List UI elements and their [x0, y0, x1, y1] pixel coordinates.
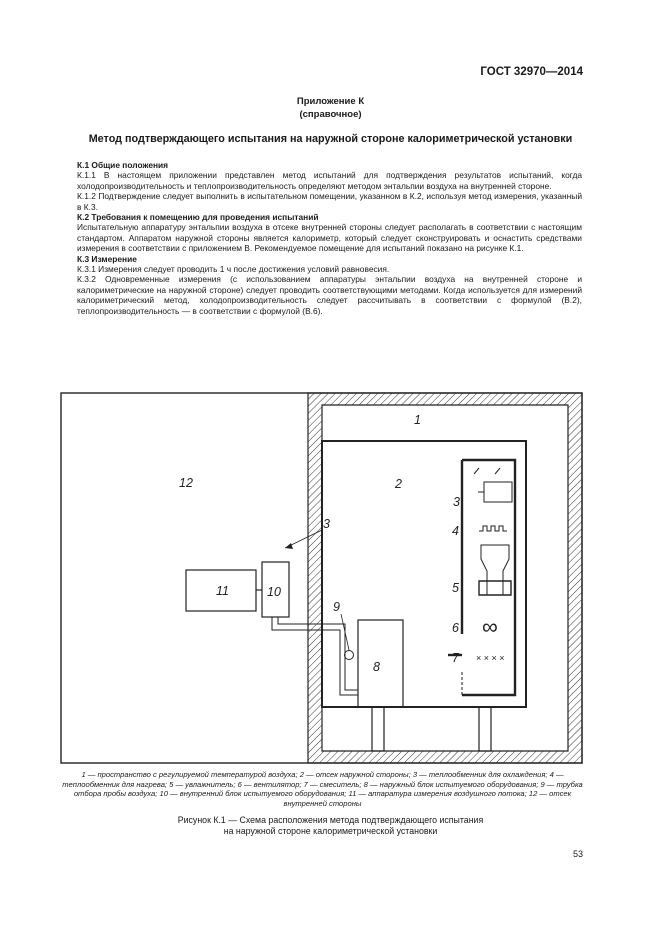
- paragraph-k2: Испытательную аппаратуру энтальпии воздуха в отсеке внутренней стороны следует располагать в соответствии с настоящим стандартом. Аппаратом наружной стороны является калориметр, который следует сконструировать и оснастить средствами измерения в соответствии с приложением В. Рекомендуемое помещение для испытаний показано на рисунке К.1.: [77, 222, 582, 254]
- label-6: 6: [452, 621, 459, 635]
- cooling-coil-symbol: [484, 482, 512, 502]
- section-k2-heading: К.2 Требования к помещению для проведения испытаний: [77, 212, 319, 223]
- support-leg-left: [372, 707, 384, 751]
- label-9: 9: [333, 600, 340, 614]
- figure-caption-line2: на наружной стороне калориметрической установки: [223, 826, 438, 836]
- paragraph-k3-2: К.3.2 Одновременные измерения (с использованием аппаратуры энтальпии воздуха на внутренней стороне и калориметрические на наружной стороне) следует проводить соответствующими методами. Когда используется для измерений калориметрический метод, холодопроизводительность следует рассчитывать в соответствии с формулой (В.2), теплопроизводительность — в соответствии с формулой (В.6).: [77, 274, 582, 316]
- figure-caption-line1: Рисунок К.1 — Схема расположения метода подтверждающего испытания: [177, 815, 484, 825]
- sampling-tube: [345, 651, 354, 660]
- label-5: 5: [452, 581, 459, 595]
- paragraph-k1-1: К.1.1 В настоящем приложении представлен метод испытаний для подтверждения результатов испытаний, когда холодопроизводительность и теплопроизводительность определяют методом энтальпии воздуха на внутренней стороне.: [77, 170, 582, 191]
- humidifier-symbol: [481, 545, 509, 595]
- label-4: 4: [452, 524, 459, 538]
- label-3-leader: 3: [323, 517, 330, 531]
- label-8: 8: [373, 660, 380, 674]
- fan-symbol: ∞: [482, 614, 498, 639]
- page-number: 53: [572, 849, 583, 859]
- section-k3-heading: К.3 Измерение: [77, 253, 137, 264]
- standard-number: ГОСТ 32970—2014: [480, 66, 583, 78]
- figure-legend: 1 — пространство с регулируемой температурой воздуха; 2 — отсек наружной стороны; 3 — теплообменник для охлаждения; 4 — теплообменник для нагрева; 5 — увлажнитель; 6 — вентилятор; 7 — смеситель; 8 — наружный блок испытуемого оборудования; 9 — трубка отбора пробы воздуха; 10 — внутренний блок испытуемого оборудования; 11 — аппаратура измерения воздушного потока; 12 — отсек внутренней стороны: [62, 770, 583, 808]
- label-1: 1: [414, 413, 421, 427]
- label-12: 12: [179, 476, 193, 490]
- support-leg-right: [479, 707, 491, 751]
- airflow-arrow: [495, 468, 500, 474]
- paragraph-k3-1: К.3.1 Измерения следует проводить 1 ч после достижения условий равновесия.: [77, 264, 390, 275]
- section-k1-heading: К.1 Общие положения: [77, 160, 169, 170]
- paragraph-k1-2: К.1.2 Подтверждение следует выполнить в испытательном помещении, указанном в К.2, используя метод измерения, указанный в К.3.: [77, 191, 582, 212]
- label-3-coil: 3: [453, 495, 460, 509]
- airflow-arrow: [474, 468, 479, 474]
- outdoor-unit: [358, 620, 403, 707]
- label-7: 7: [452, 651, 459, 665]
- annex-kind: (справочное): [299, 109, 362, 120]
- mixer-symbol: × × × ×: [476, 653, 505, 663]
- outdoor-compartment-outline: [322, 441, 526, 707]
- annex-label: Приложение К: [296, 96, 365, 107]
- label-10: 10: [267, 585, 281, 599]
- label-11: 11: [216, 584, 229, 598]
- annex-title: Метод подтверждающего испытания на наружной стороне калориметрической установки: [88, 133, 573, 145]
- heating-coil-symbol: [479, 526, 507, 531]
- label-2: 2: [395, 477, 402, 491]
